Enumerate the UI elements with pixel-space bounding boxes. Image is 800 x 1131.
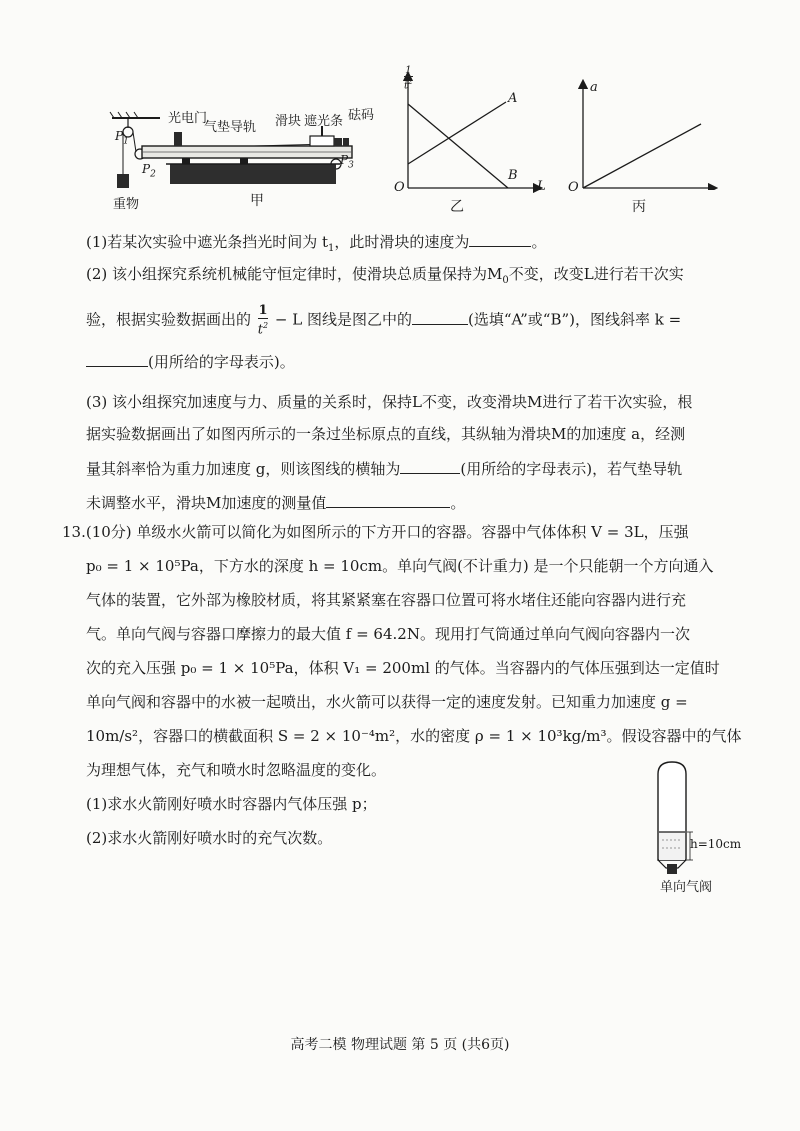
q13-line5: 次的充入压强 p₀ = 1 × 10⁵Pa，体积 V₁ = 200ml 的气体。当容器内的气体压强到达一定值时 [86,659,720,677]
q12-part2-line2: 验，根据实验数据画出的 $\frac{1}{t^2}$ − L 图线是图乙中的 (选填“A”或“B”)，图线斜率 k = [86,303,682,338]
yi-label-a: A [508,91,518,106]
jia-label-rail: 气垫导轨 [204,120,257,135]
jia-label-p3: $P_3$ [340,153,354,171]
q12-part3-line2: 据实验数据画出了如图丙所示的一条过坐标原点的直线，其纵轴为滑块M的加速度 a，经测 [86,425,686,443]
fraction-1-over-t2: $\frac{1}{t^2}$ [257,303,269,338]
q13-line4: 气。单向气阀与容器口摩擦力的最大值 f = 64.2N。现用打气筒通过单向气阀向容器内一次 [86,625,690,643]
yi-x-axis-label: L [537,179,546,194]
bing-line [583,124,701,188]
bing-caption: 丙 [632,199,646,215]
q13-line6: 单向气阀和容器中的水被一起喷出，水火箭可以获得一定的速度发射。已知重力加速度 g = [86,693,688,711]
rocket-valve-label: 单向气阀 [660,880,713,895]
q12-part3-line4: 未调整水平，滑块M加速度的测量值 。 [86,491,746,513]
jia-label-p1: $P_1$ [115,129,129,147]
line-b [408,104,508,188]
q13-line7: 10m/s²，容器口的横截面积 S = 2 × 10⁻⁴m²，水的密度 ρ = 1 × 10³kg/m³。假设容器中的气体 [86,727,742,745]
yi-caption: 乙 [450,199,464,215]
q13-line3: 气体的装置，它外部为橡胶材质，将其紧紧塞在容器口位置可将水堵住还能向容器内进行充 [86,591,687,609]
jia-label-gate: 光电门 [168,111,208,126]
q13-line1: 13.(10分) 单级水火箭可以简化为如图所示的下方开口的容器。容器中气体体积 V = 3L，压强 [62,523,689,541]
page-footer: 高考二模 物理试题 第 5 页 (共6页) [290,1037,510,1053]
figure-water-rocket [650,760,750,880]
q13-part1: (1)求水火箭刚好喷水时容器内气体压强 p； [86,795,377,813]
answer-blank[interactable] [400,457,460,474]
jia-label-slider: 滑块 [275,114,302,129]
figure-bing-graph [563,78,723,190]
jia-label-strip: 遮光条 [304,114,344,129]
answer-blank[interactable] [412,308,468,325]
figure-yi-graph [388,64,558,214]
jia-label-p2: $P_2$ [142,162,156,180]
answer-blank[interactable] [469,230,531,247]
q13-part2: (2)求水火箭刚好喷水时的充气次数。 [86,829,333,847]
answer-blank[interactable] [326,491,450,508]
rocket-depth-label: h=10cm [690,837,742,851]
yi-origin: O [394,180,405,195]
yi-y-axis-label: 1 $t^2$ [404,65,413,92]
bing-origin: O [568,180,579,195]
line-a [408,102,506,164]
answer-blank[interactable] [86,350,148,367]
q13-line8: 为理想气体，充气和喷水时忽略温度的变化。 [86,761,387,779]
yi-label-b: B [508,168,518,183]
q12-part3-line1: (3) 该小组探究加速度与力、质量的关系时，保持L不变，改变滑块M进行了若干次实验，根 [86,393,693,411]
q12-part3-line3: 量其斜率恰为重力加速度 g，则该图线的横轴为 (用所给的字母表示)，若气垫导轨 [86,457,746,479]
q12-part2-line1: (2) 该小组探究系统机械能守恒定律时，使滑块总质量保持为$M_0$不变，改变L进行若干次实 [86,265,684,286]
bing-y-axis-label: a [590,80,598,95]
jia-label-heavy: 重物 [113,197,140,212]
jia-caption: 甲 [250,193,264,209]
q12-part1: (1)若某次实验中遮光条挡光时间为 $t_1$，此时滑块的速度为 。 [86,230,746,259]
q13-line2: p₀ = 1 × 10⁵Pa，下方水的深度 h = 10cm。单向气阀(不计重力) 是一个只能朝一个方向通入 [86,557,714,575]
jia-label-weights: 砝码 [348,108,375,123]
q12-part2-line3: (用所给的字母表示)。 [86,350,746,372]
